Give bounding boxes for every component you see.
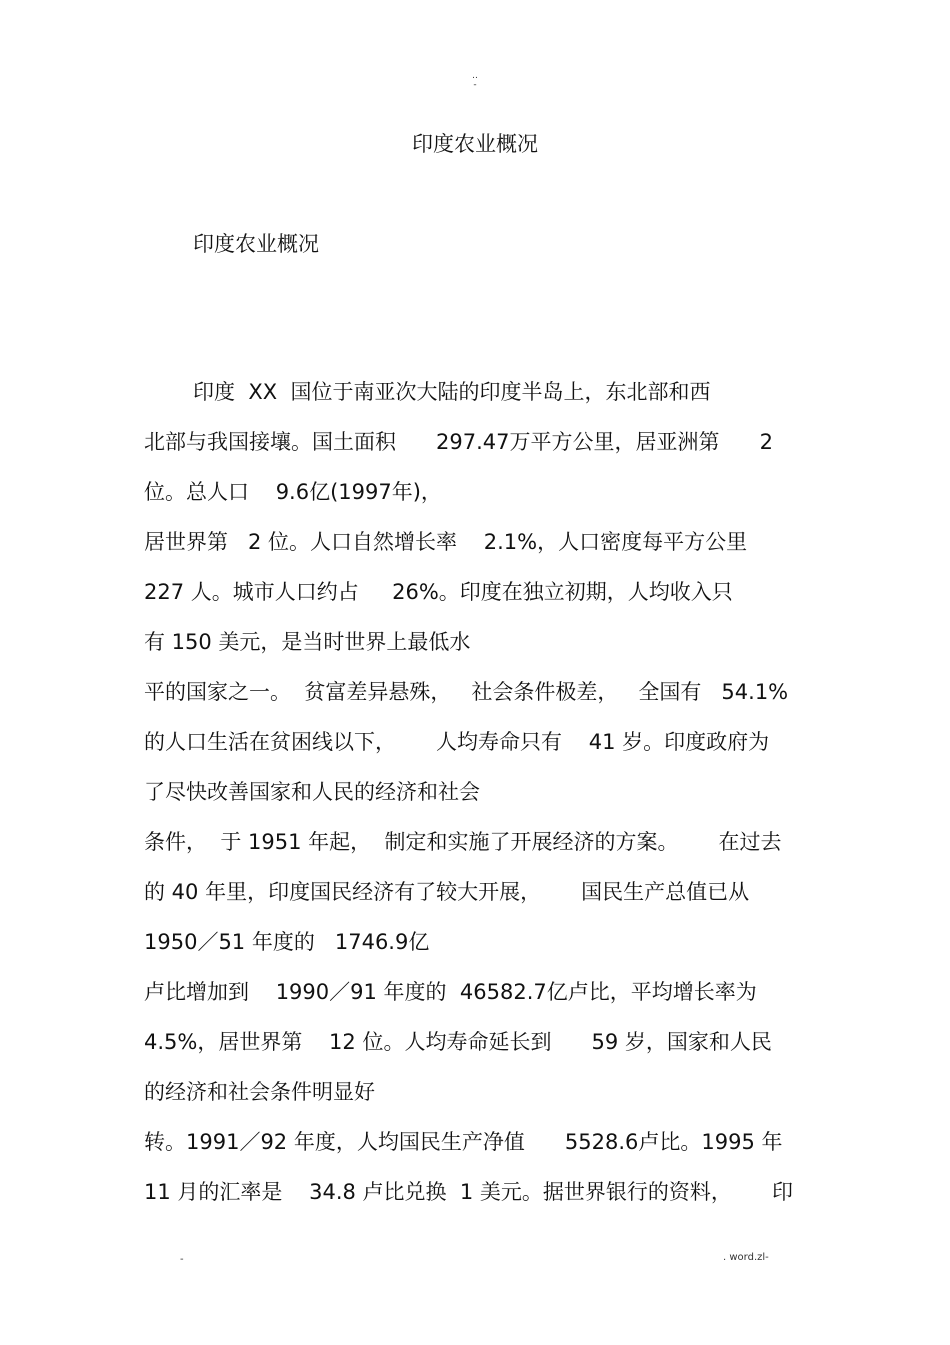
page-header-mark — [0, 72, 950, 90]
body-line: 的经济和社会条件明显好 — [144, 1080, 375, 1104]
body-line: 有 150 美元，是当时世界上最低水 — [144, 630, 471, 654]
body-line: 位。总人口 9.6亿(1997年)， — [144, 480, 442, 504]
header-mark-top: .. — [472, 71, 478, 81]
body-line: 227 人。城市人口约占 26%。印度在独立初期，人均收入只 — [144, 580, 733, 604]
body-line: 4.5%，居世界第 12 位。人均寿命延长到 59 岁，国家和人民 — [144, 1030, 772, 1054]
document-body — [144, 377, 814, 1227]
body-line: 了尽快改善国家和人民的经济和社会 — [144, 780, 480, 804]
body-line: 卢比增加到 1990／91 年度的 46582.7亿卢比，平均增长率为 — [144, 980, 757, 1004]
footer-left-mark: - — [180, 1254, 184, 1265]
body-line: 条件， 于 1951 年起， 制定和实施了开展经济的方案。 在过去 — [144, 830, 782, 854]
body-line: 北部与我国接壤。国土面积 297.47万平方公里，居亚洲第 2 — [144, 430, 773, 454]
document-title: 印度农业概况 — [412, 132, 538, 156]
body-line: 印度 XX 国位于南亚次大陆的印度半岛上，东北部和西 — [193, 380, 711, 404]
header-mark-bottom: - — [473, 80, 477, 90]
body-line: 转。1991／92 年度，人均国民生产净值 5528.6卢比。1995 年 — [144, 1130, 783, 1154]
footer-source-text: . word.zl- — [723, 1252, 769, 1263]
body-line: 11 月的汇率是 34.8 卢比兑换 1 美元。据世界银行的资料， 印 — [144, 1180, 793, 1204]
body-line: 居世界第 2 位。人口自然增长率 2.1%，人口密度每平方公里 — [144, 530, 748, 554]
body-line: 平的国家之一。 贫富差异悬殊， 社会条件极差， 全国有 54.1% — [144, 680, 789, 704]
body-line: 的人口生活在贫困线以下， 人均寿命只有 41 岁。印度政府为 — [144, 730, 770, 754]
body-line: 1950／51 年度的 1746.9亿 — [144, 930, 430, 954]
document-subtitle: 印度农业概况 — [193, 232, 319, 256]
body-line: 的 40 年里，印度国民经济有了较大开展， 国民生产总值已从 — [144, 880, 750, 904]
